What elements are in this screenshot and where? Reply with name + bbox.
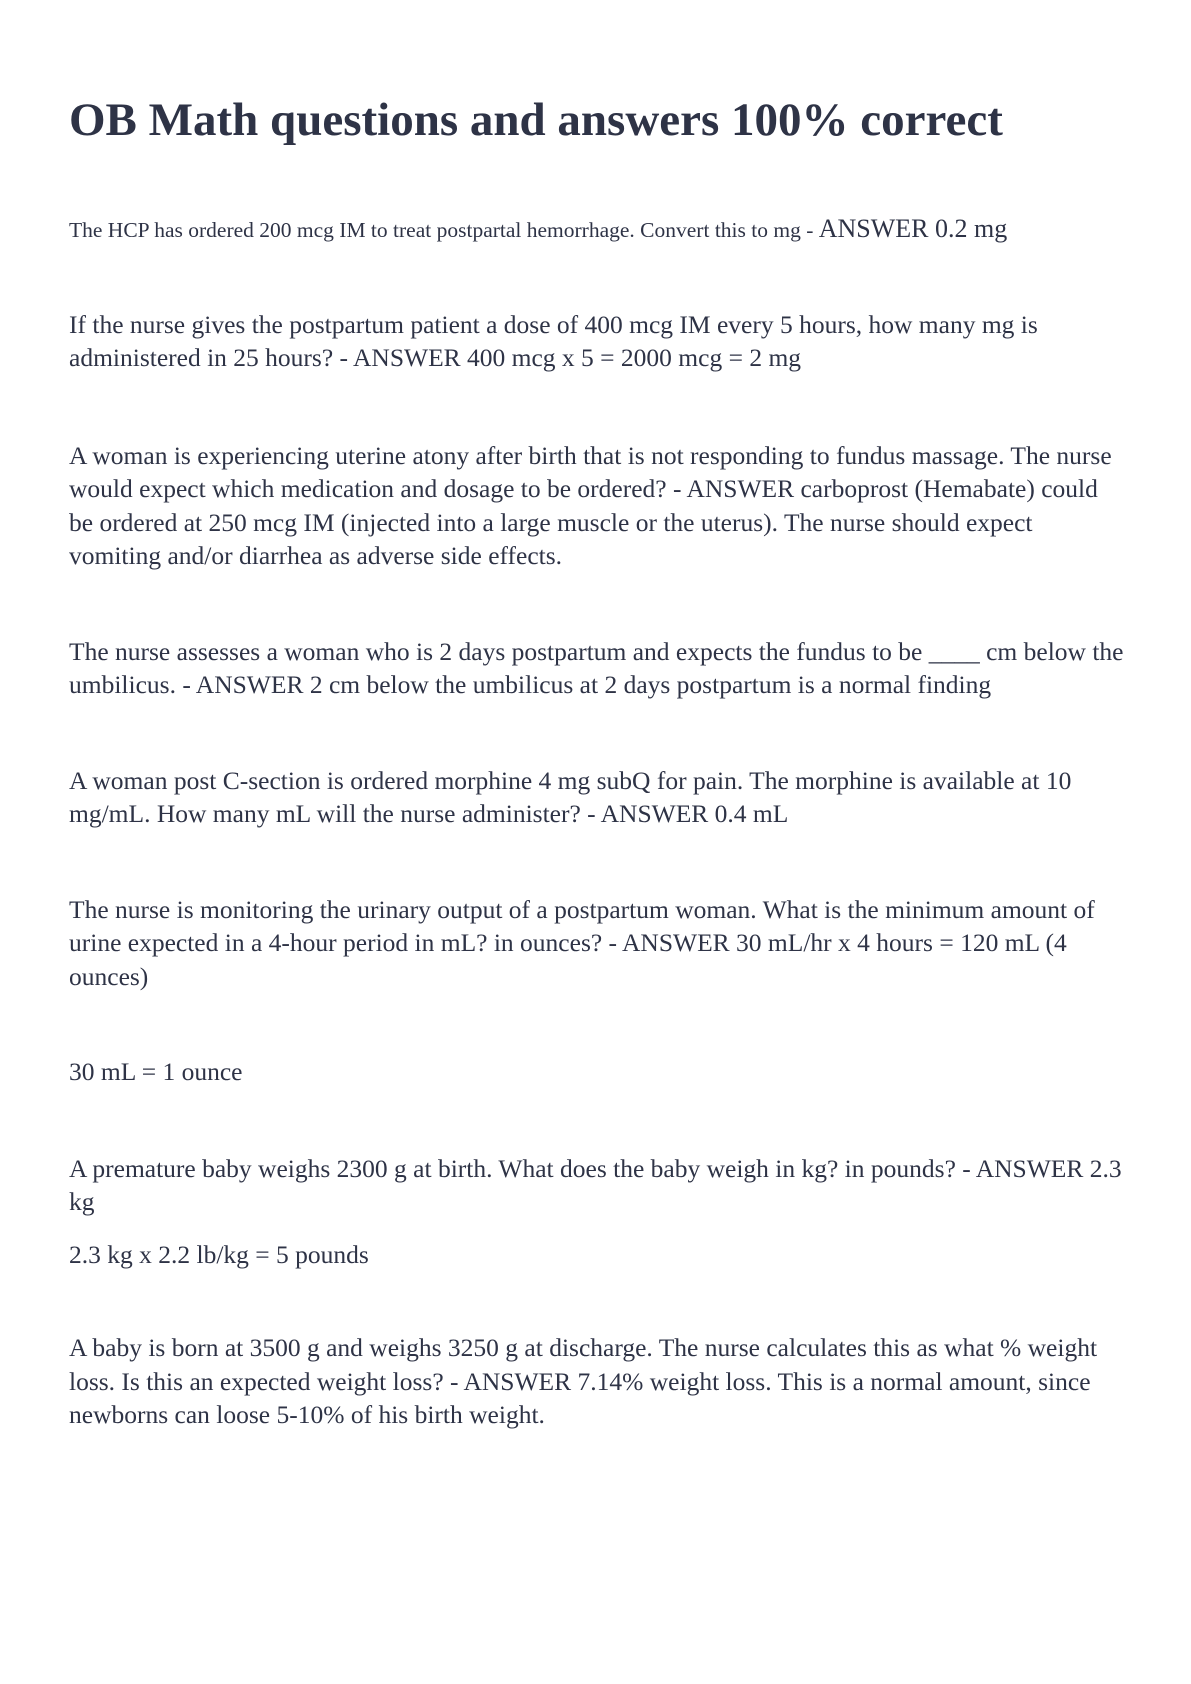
qa-item-1-answer: ANSWER 0.2 mg	[818, 214, 1008, 243]
qa-item-5: A woman post C-section is ordered morphine 4 mg subQ for pain. The morphine is available at 10 mg/mL. How many mL will the nurse administer? - ANSWER 0.4 mL	[69, 765, 1072, 828]
qa-item-2: If the nurse gives the postpartum patient a dose of 400 mcg IM every 5 hours, how many mg is administered in 25 hours? - ANSWER 400 mcg x 5 = 2000 mcg = 2 mg	[69, 309, 1038, 372]
qa-item-8-continuation: 2.3 kg x 2.2 lb/kg = 5 pounds	[69, 1239, 369, 1269]
qa-item-4: The nurse assesses a woman who is 2 days postpartum and expects the fundus to be ____ cm below the umbilicus. - ANSWER 2 cm below the umbilicus at 2 days postpartum is a normal finding	[69, 636, 1124, 699]
document-title: OB Math questions and answers 100% correct	[69, 94, 1003, 146]
qa-item-6: The nurse is monitoring the urinary output of a postpartum woman. What is the minimum amount of urine expected in a 4-hour period in mL? in ounces? - ANSWER 30 mL/hr x 4 hours = 120 mL (4 ounces)	[69, 894, 1095, 991]
qa-item-3: A woman is experiencing uterine atony after birth that is not responding to fundus massage. The nurse would expect which medication and dosage to be ordered? - ANSWER carboprost (Hemabate) could be ordered at 250 mcg IM (injected into a large muscle or the uterus). The nurse should expect vomiting and/or diarrhea as adverse side effects.	[69, 440, 1112, 570]
qa-item-9: A baby is born at 3500 g and weighs 3250 g at discharge. The nurse calculates this as what % weight loss. Is this an expected weight loss? - ANSWER 7.14% weight loss. This is a normal amount, since newborns can loose 5-10% of his birth weight.	[69, 1333, 1098, 1429]
qa-item-7: 30 mL = 1 ounce	[69, 1057, 243, 1086]
qa-item-8: A premature baby weighs 2300 g at birth. What does the baby weigh in kg? in pounds? - ANSWER 2.3 kg	[69, 1153, 1122, 1216]
qa-item-1-question: The HCP has ordered 200 mcg IM to treat postpartal hemorrhage. Convert this to mg -	[69, 218, 819, 242]
qa-item-1	[69, 212, 1127, 248]
